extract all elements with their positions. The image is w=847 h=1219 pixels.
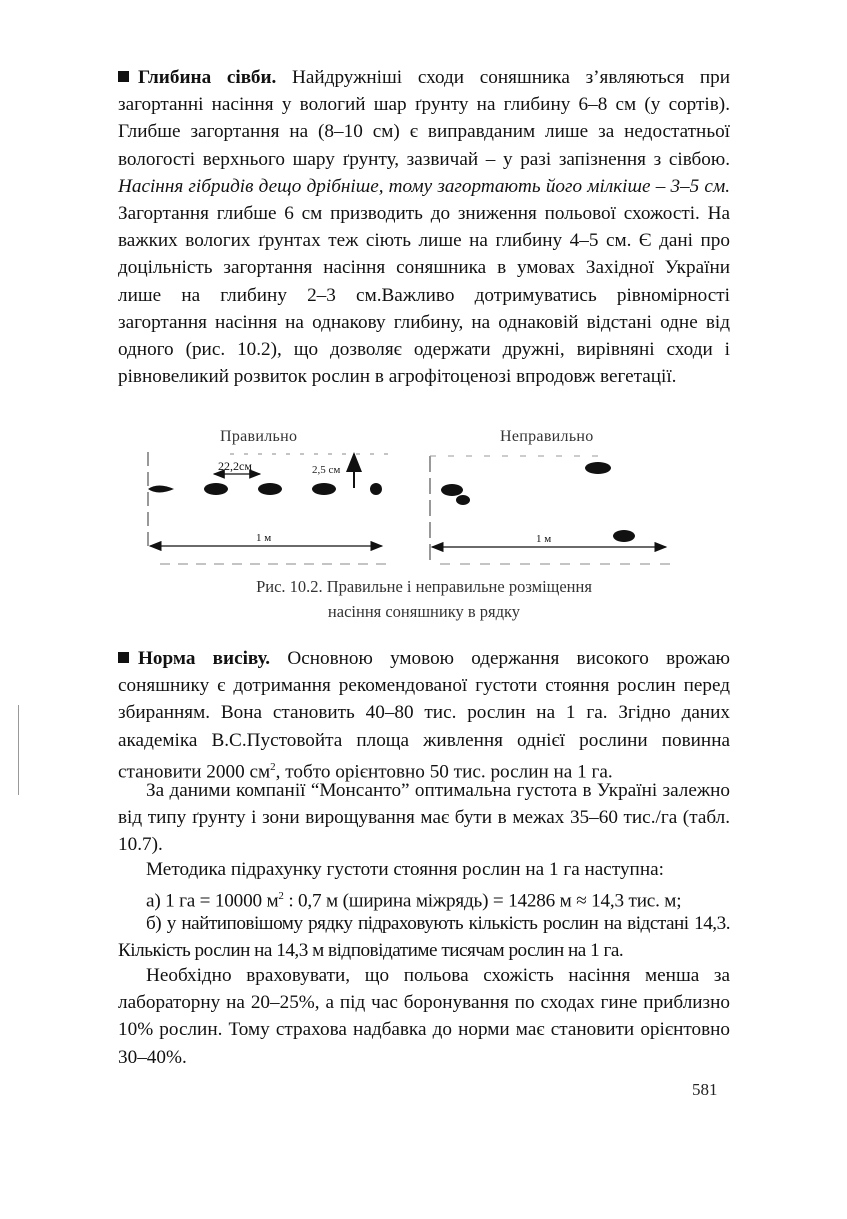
figure-title-correct: Правильно: [220, 428, 298, 445]
seed-placement-diagram: [140, 448, 680, 573]
rate-paragraph-1: [118, 645, 730, 785]
seed-icon: [312, 483, 336, 495]
depth-italic-text: Насіння гібридів дещо дрібніше, тому загортають його мілкіше – 3–5 см.: [118, 175, 730, 197]
right-length-label: 1 м: [536, 533, 552, 545]
correct-seeds: [148, 483, 382, 495]
formula-superscript: 2: [278, 890, 284, 902]
depth-text-2: Загортання глибше 6 см призводить до зниження польової схожості. На важких вологих ґрунтах теж сіють лише на глибину 4–5 см. Є дані про доцільність загортання насіння соняшника в умовах Західної України лише на глибину 2–3 см.Важливо дотримуватись рівномірності загортання насіння на однакову глибину, на однаковій відстані одне від одного (рис. 10.2), що дозволяє одержати дружні, вирівняні сходи і рівновеликий розвиток рослин в агрофітоценозі впродовж вегетації.: [118, 203, 730, 388]
figure-caption: [118, 574, 730, 624]
figure-title-incorrect: Неправильно: [500, 428, 594, 445]
figure-caption-line-1: Рис. 10.2. Правильне і неправильне розміщення: [256, 577, 592, 596]
seed-icon: [585, 462, 611, 474]
seed-icon: [456, 495, 470, 505]
left-length-label: 1 м: [256, 532, 272, 544]
page-number: 581: [692, 1080, 718, 1099]
rate-paragraph-6: Необхідно враховувати, що польова схожість насіння менша за лабораторну на 20–25%, а під час боронування по сходах гине приблизно 10% рослин. Тому страхова надбавка до норми має становити орієнтовно 30–40%.: [118, 965, 730, 1068]
seed-icon: [613, 530, 635, 542]
seed-icon: [204, 483, 228, 495]
depth-heading: Глибина сівби.: [138, 67, 277, 88]
rate-superscript-1: 2: [270, 760, 276, 773]
rate-heading: Норма висіву.: [138, 648, 271, 669]
seed-icon: [258, 483, 282, 495]
formula-a-end: : 0,7 м (ширина міжрядь) = 14286 м ≈ 14,3 тис. м;: [283, 890, 682, 912]
rate-paragraph-5: б) у найтиповішому рядку підраховують кількість рослин на відстані 14,3. Кількість рослин на 14,3 м відповідатиме тисячам рослин на 1 га.: [118, 913, 730, 962]
rate-text-1-end: , тобто орієнтовно 50 тис. рослин на 1 га.: [275, 761, 613, 783]
scan-margin-line: [18, 705, 19, 795]
bullet-icon: [118, 71, 129, 82]
seed-icon: [441, 484, 463, 496]
spacing-label: 22,2см: [218, 459, 252, 473]
seed-icon: [370, 483, 382, 495]
depth-paragraph: [118, 64, 730, 390]
seed-icon: [148, 486, 174, 493]
figure-caption-line-2: насіння соняшнику в рядку: [327, 602, 521, 621]
incorrect-seeds: [441, 462, 635, 542]
formula-a-start: а) 1 га = 10000 м: [146, 890, 279, 912]
rate-paragraph-3: Методика підрахунку густоти стояння рослин на 1 га наступна:: [146, 859, 664, 880]
rate-paragraph-2: За даними компанії “Монсанто” оптимальна густота в Україні залежно від типу ґрунту і зони вирощування має бути в межах 35–60 тис./га (табл. 10.7).: [118, 780, 730, 856]
depth-text-1: Найдружніші сходи соняшника з’являються при загортанні насіння у вологий шар ґрунту на глибину 6–8 см (у сортів). Глибше загортання на (8–10 см) є виправданим лише за недостатньої вологості верхнього шару ґрунту, зазвичай – у разі запізнення з сівбою.: [118, 67, 731, 170]
bullet-icon: [118, 652, 129, 663]
depth-label: 2,5 см: [312, 464, 341, 476]
rate-text-1: Основною умовою одержання високого врожаю соняшнику є дотримання рекомендованої густоти стояння рослин перед збиранням. Вона становить 40–80 тис. рослин на 1 га. Згідно даних академіка В.С.Пустовойта площа живлення однієї рослини повинна становити 2000 см: [118, 648, 730, 783]
